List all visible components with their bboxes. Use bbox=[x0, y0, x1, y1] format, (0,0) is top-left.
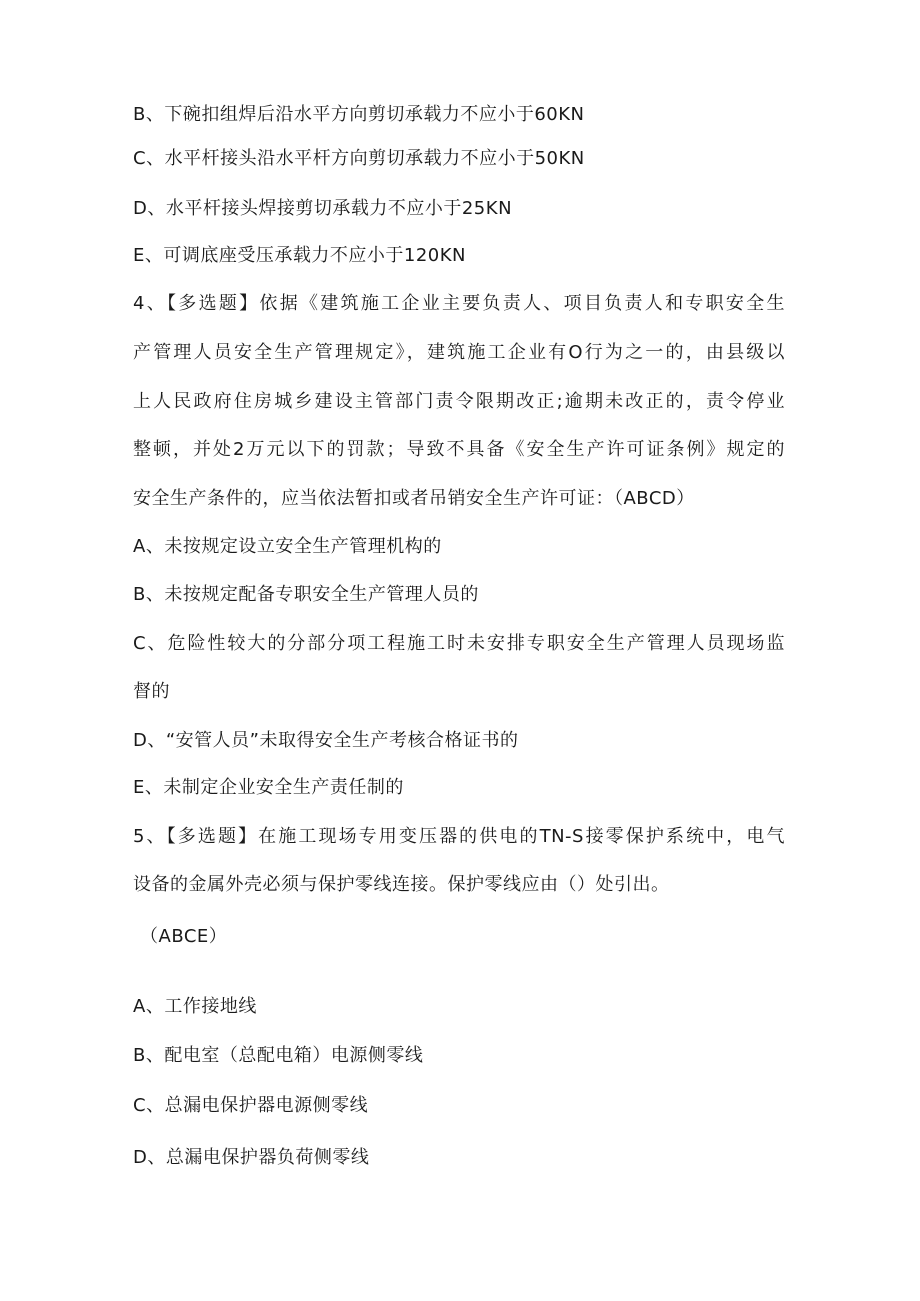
question-5-line-1: 5、【多选题】在施工现场专用变压器的供电的TN-S接零保护系统中，电气 bbox=[133, 826, 785, 847]
q4-option-b: B、未按规定配备专职安全生产管理人员的 bbox=[133, 584, 479, 605]
question-4-line-5: 安全生产条件的，应当依法暂扣或者吊销安全生产许可证：（ABCD） bbox=[133, 488, 695, 509]
q4-option-a: A、未按规定设立安全生产管理机构的 bbox=[133, 536, 442, 557]
q5-option-a: A、工作接地线 bbox=[133, 996, 257, 1017]
question-5-line-2: 设备的金属外壳必须与保护零线连接。保护零线应由（）处引出。 bbox=[133, 874, 670, 895]
option-b-line: B、下碗扣组焊后沿水平方向剪切承载力不应小于60KN bbox=[133, 104, 585, 125]
q5-option-d: D、总漏电保护器负荷侧零线 bbox=[133, 1147, 370, 1168]
question-4-line-1: 4、【多选题】依据《建筑施工企业主要负责人、项目负责人和专职安全生 bbox=[133, 293, 785, 314]
q5-option-c: C、总漏电保护器电源侧零线 bbox=[133, 1095, 369, 1116]
question-4-line-4: 整顿，并处2万元以下的罚款；导致不具备《安全生产许可证条例》规定的 bbox=[133, 439, 785, 460]
q4-option-c-line-1: C、危险性较大的分部分项工程施工时未安排专职安全生产管理人员现场监 bbox=[133, 633, 785, 654]
option-e-line: E、可调底座受压承载力不应小于120KN bbox=[133, 245, 466, 266]
option-d-line: D、水平杆接头焊接剪切承载力不应小于25KN bbox=[133, 198, 513, 219]
question-5-answer: （ABCE） bbox=[140, 926, 228, 947]
question-4-line-3: 上人民政府住房城乡建设主管部门责令限期改正;逾期未改正的，责令停业 bbox=[133, 391, 785, 412]
q4-option-e: E、未制定企业安全生产责任制的 bbox=[133, 777, 404, 798]
q5-option-b: B、配电室（总配电箱）电源侧零线 bbox=[133, 1045, 424, 1066]
q4-option-d: D、“安管人员”未取得安全生产考核合格证书的 bbox=[133, 730, 519, 751]
q4-option-c-line-2: 督的 bbox=[133, 681, 170, 702]
question-4-line-2: 产管理人员安全生产管理规定》，建筑施工企业有O行为之一的，由县级以 bbox=[133, 342, 785, 363]
option-c-line: C、水平杆接头沿水平杆方向剪切承载力不应小于50KN bbox=[133, 148, 585, 169]
